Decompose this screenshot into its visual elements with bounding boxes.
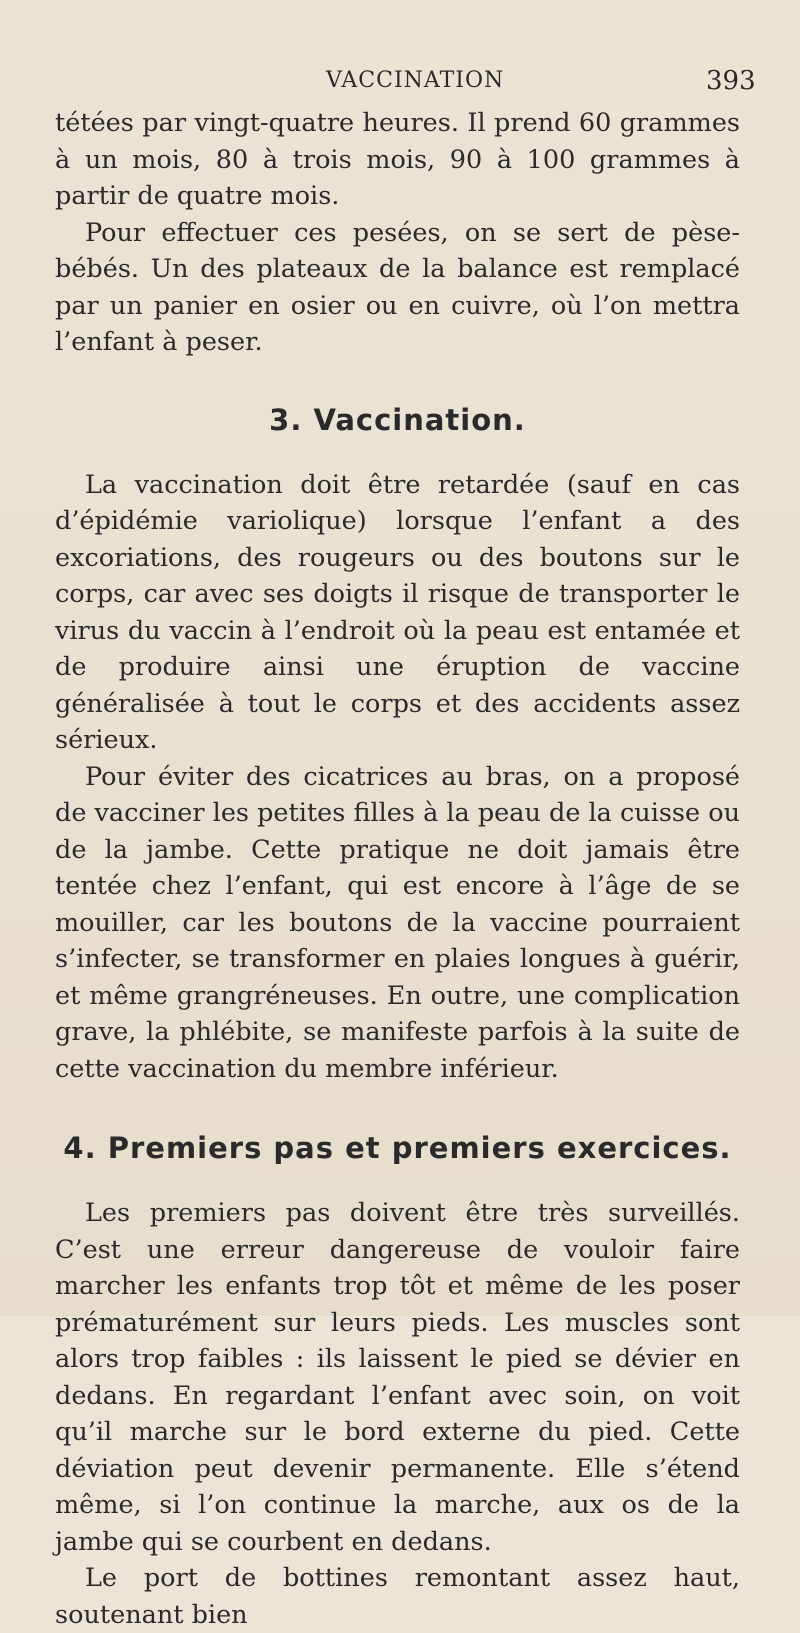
paragraph-weighing: Pour effectuer ces pesées, on se sert de pèse-bébés. Un des plateaux de la balance est remplacé par un panier en osier ou en cuivre, où l’on mettra l’enfant à peser. [55, 217, 740, 357]
page-number: 393 [706, 66, 756, 96]
paragraph-vaccination-delay: La vaccination doit être retardée (sauf en cas d’épidémie variolique) lorsque l’enfant a des excoriations, des rougeurs ou des boutons sur le corps, car avec ses doigts il risque de transporter le virus du vaccin à l’endroit où la peau est entamée et de produire ainsi une éruption de vaccine généralisée à tout le corps et des accidents assez sérieux. [55, 469, 740, 755]
paragraph-vaccination-site: Pour éviter des cicatrices au bras, on a proposé de vacciner les petites filles à la peau de la cuisse ou de la jambe. Cette pratique ne doit jamais être tentée chez l’enfant, qui est encore à l’âge de se mouiller, car les boutons de la vaccine pourraient s’infecter, se transformer en plaies longues à guérir, et même grangréneuses. En outre, une complication grave, la phlébite, se manifeste parfois à la suite de cette vaccination du membre inférieur. [55, 761, 740, 1084]
paragraph-first-steps: Les premiers pas doivent être très surveillés. C’est une erreur dangereuse de vouloir faire marcher les enfants trop tôt et même de les poser prématurément sur leurs pieds. Les muscles sont alors trop faibles : ils laissent le pied se dévier en dedans. En regardant l’enfant avec soin, on voit qu’il marche sur le bord externe du pied. Cette déviation peut devenir permanente. Elle s’étend même, si l’on continue la marche, aux os de la jambe qui se courbent en dedans. [55, 1198, 740, 1557]
running-title: VACCINATION [326, 68, 505, 93]
paragraph-boots: Le port de bottines remontant assez haut, soutenant bien [55, 1563, 740, 1630]
running-header [0, 60, 800, 100]
section-heading-first-steps: 4. Premiers pas et premiers exercices. [63, 1131, 732, 1165]
paragraph-weight-gain: tétées par vingt-quatre heures. Il prend 60 grammes à un mois, 80 à trois mois, 90 à 100 grammes à partir de quatre mois. [55, 108, 740, 211]
section-heading-vaccination: 3. Vaccination. [269, 402, 526, 437]
body-text [55, 105, 740, 1633]
